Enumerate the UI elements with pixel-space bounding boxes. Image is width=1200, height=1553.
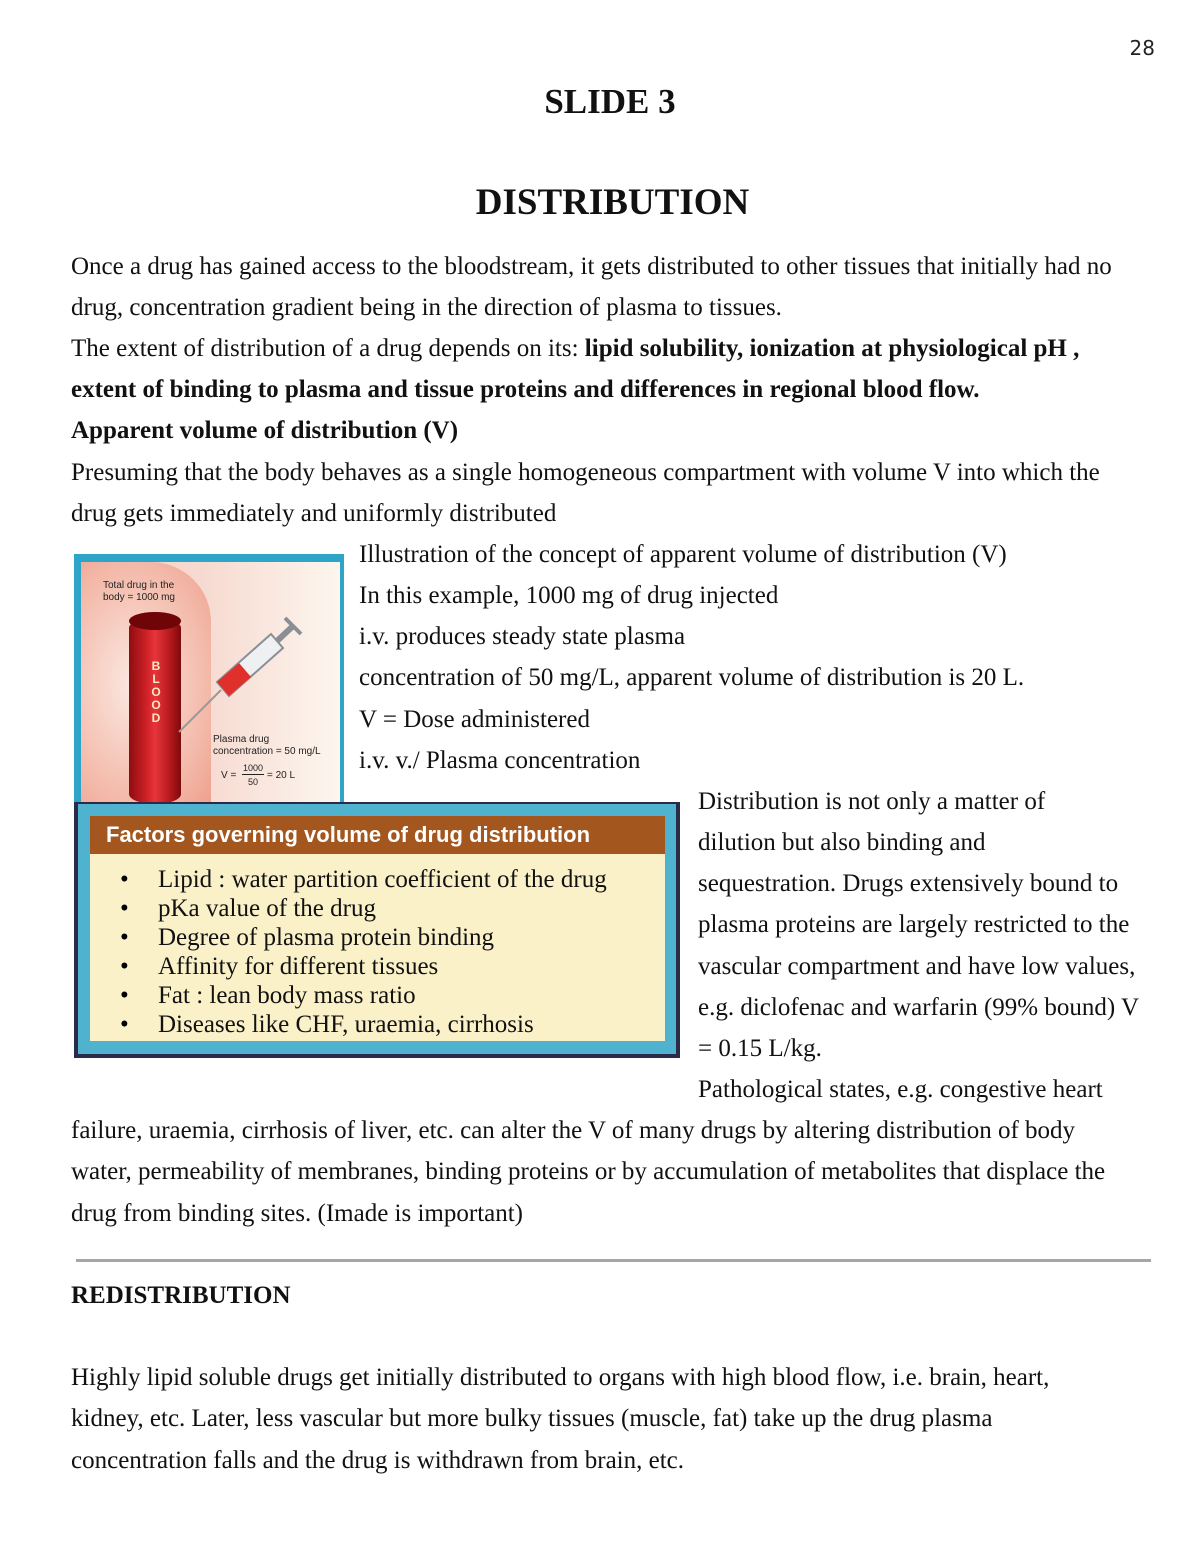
intro-line-1: Once a drug has gained access to the bloodstream, it gets distributed to other tissues that initially had no: [71, 253, 1112, 280]
redistribution-line-3: concentration falls and the drug is withdrawn from brain, etc.: [71, 1447, 685, 1474]
factors-list: [120, 865, 607, 1039]
section-title: DISTRIBUTION: [475, 182, 750, 223]
factors-box: [90, 816, 665, 1041]
page-number: 28: [1129, 36, 1155, 60]
binding-line-6: e.g. diclofenac and warfarin (99% bound) V: [698, 994, 1140, 1021]
intro-line-3-text: The extent of distribution of a drug depends on its:: [71, 335, 585, 362]
illustration-line-1: Illustration of the concept of apparent volume of distribution (V): [359, 541, 1007, 568]
illustration-line-2: In this example, 1000 mg of drug injected: [359, 582, 779, 609]
factors-figure-border: [78, 804, 676, 1054]
factor-item: • Affinity for different tissues: [120, 952, 607, 981]
apparent-volume-line-2: drug gets immediately and uniformly distributed: [71, 500, 557, 527]
blood-letter: D: [151, 711, 161, 725]
slide-title: SLIDE 3: [544, 82, 676, 121]
redistribution-line-2: kidney, etc. Later, less vascular but more bulky tissues (muscle, fat) take up the drug plasma: [71, 1405, 993, 1432]
factors-figure: [74, 802, 680, 1058]
pathology-line-1: failure, uraemia, cirrhosis of liver, etc. can alter the V of many drugs by altering distribution of body: [71, 1117, 1076, 1144]
volume-formula-prefix: V =: [221, 770, 237, 781]
binding-line-7: = 0.15 L/kg.: [698, 1035, 822, 1062]
illustration-line-4: concentration of 50 mg/L, apparent volume of distribution is 20 L.: [359, 664, 1025, 691]
intro-line-4: extent of binding to plasma and tissue proteins and differences in regional blood flow.: [71, 376, 980, 403]
binding-line-8: Pathological states, e.g. congestive heart: [698, 1076, 1103, 1103]
binding-line-2: dilution but also binding and: [698, 829, 986, 856]
binding-line-3: sequestration. Drugs extensively bound to: [698, 870, 1119, 897]
binding-line-1: Distribution is not only a matter of: [698, 788, 1046, 815]
blood-letter: B: [151, 659, 161, 673]
section-divider: [76, 1259, 1151, 1262]
illustration-line-5: V = Dose administered: [359, 706, 590, 733]
volume-formula-result: = 20 L: [267, 770, 296, 781]
apparent-volume-heading: Apparent volume of distribution (V): [71, 417, 459, 444]
plasma-drug-label-2: concentration = 50 mg/L: [213, 746, 321, 757]
blood-letter: L: [152, 672, 160, 686]
factors-title: Factors governing volume of drug distribution: [90, 816, 665, 854]
redistribution-line-1: Highly lipid soluble drugs get initially distributed to organs with high blood flow, i.e. brain, heart,: [71, 1364, 1050, 1391]
factor-item: • Diseases like CHF, uraemia, cirrhosis: [120, 1010, 607, 1039]
redistribution-heading: REDISTRIBUTION: [71, 1282, 291, 1309]
syringe-icon: [81, 562, 340, 806]
blood-letter: O: [151, 698, 161, 712]
illustration-line-3: i.v. produces steady state plasma: [359, 623, 686, 650]
apparent-volume-line-1: Presuming that the body behaves as a single homogeneous compartment with volume V into which the: [71, 459, 1100, 486]
blood-letter: O: [151, 685, 161, 699]
pathology-line-3: drug from binding sites. (Imade is important): [71, 1200, 524, 1227]
volume-formula-numerator: 1000: [243, 763, 264, 773]
illustration-line-6: i.v. v./ Plasma concentration: [359, 747, 641, 774]
figure-background: [81, 562, 340, 806]
volume-distribution-figure: [74, 554, 344, 806]
intro-line-3: [71, 328, 1079, 369]
factor-item: • Fat : lean body mass ratio: [120, 981, 607, 1010]
intro-line-2: drug, concentration gradient being in the direction of plasma to tissues.: [71, 294, 782, 321]
total-drug-label-2: body = 1000 mg: [103, 592, 175, 603]
total-drug-label-1: Total drug in the: [103, 580, 175, 591]
factor-item: • pKa value of the drug: [120, 894, 607, 923]
binding-line-4: plasma proteins are largely restricted to the: [698, 911, 1130, 938]
volume-formula-denominator: 50: [248, 777, 259, 787]
pathology-line-2: water, permeability of membranes, binding proteins or by accumulation of metabolites that displace the: [71, 1158, 1106, 1185]
distribution-factors-bold: lipid solubility, ionization at physiological pH ,: [584, 335, 1080, 362]
factor-item: • Lipid : water partition coefficient of the drug: [120, 865, 607, 894]
fraction-bar: [242, 774, 264, 775]
binding-line-5: vascular compartment and have low values,: [698, 953, 1136, 980]
factor-item: • Degree of plasma protein binding: [120, 923, 607, 952]
plasma-drug-label-1: Plasma drug: [213, 734, 270, 745]
